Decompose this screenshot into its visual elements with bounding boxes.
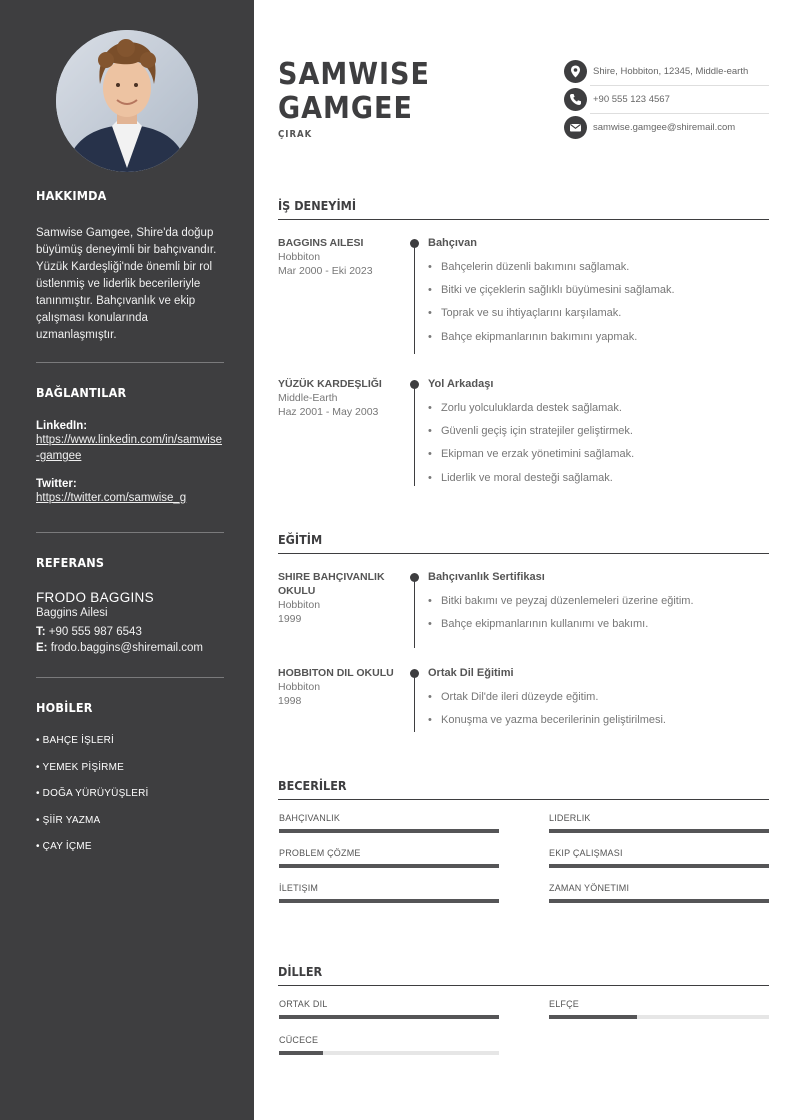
bullet-item: • Konuşma ve yazma becerilerinin geliştirilmesi. — [428, 714, 768, 737]
skill-label: LIDERLIK — [549, 813, 591, 823]
about-text: Samwise Gamgee, Shire'da doğup büyümüş deneyimli bir bahçıvandır. Yüzük Kardeşliği'nde önemli bir rol üstlenmiş ve liderlik becerileriyle tanınmıştır. Bahçıvanlık ve ekip çalışması konularında uzmanlaşmıştır. — [36, 227, 217, 341]
contact-phone — [564, 88, 769, 110]
reference-org: Baggins Ailesi — [36, 607, 108, 619]
skill-track — [279, 864, 499, 868]
timeline-line — [414, 244, 415, 354]
bullet-item: • Liderlik ve moral desteği sağlamak. — [428, 472, 768, 495]
contact-address — [564, 60, 769, 82]
linkedin-link[interactable]: https://www.linkedin.com/in/samwise-gamgee — [36, 434, 222, 462]
skill-label: İLETIŞIM — [279, 883, 319, 893]
contact-email — [564, 116, 769, 138]
experience-location: Hobbiton — [278, 251, 321, 263]
skill-bar — [279, 848, 499, 861]
bullet-item: • Bahçelerin düzenli bakımını sağlamak. — [428, 261, 768, 284]
twitter-label: Twitter: — [36, 478, 77, 490]
skill-label: ZAMAN YÖNETIMI — [549, 883, 630, 893]
linkedin-label: LinkedIn: — [36, 420, 88, 432]
skills-heading: BECERİLER — [278, 778, 347, 793]
reference-phone-label: T: — [36, 626, 46, 638]
experience-bullets — [428, 402, 768, 495]
avatar — [56, 30, 198, 172]
sidebar-divider — [36, 362, 224, 363]
language-track — [279, 1015, 499, 1019]
hobbies-heading: HOBİLER — [36, 700, 93, 715]
education-year: 1999 — [278, 613, 302, 625]
hobbies-section — [36, 700, 224, 868]
reference-phone — [36, 624, 224, 640]
hobby-item: • BAHÇE İŞLERİ — [36, 735, 114, 746]
education-bullets — [428, 691, 768, 737]
education-school: SHIRE BAHÇIVANLIK OKULU — [278, 571, 385, 597]
experience-dates: Haz 2001 - May 2003 — [278, 406, 379, 418]
name-last: GAMGEE — [278, 91, 413, 126]
about-heading: HAKKIMDA — [36, 188, 107, 203]
education-title: Bahçıvanlık Sertifikası — [428, 571, 545, 583]
bullet-item: • Bitki bakımı ve peyzaj düzenlemeleri üzerine eğitim. — [428, 595, 768, 618]
skill-track — [549, 829, 769, 833]
email-text: samwise.gamgee@shiremail.com — [593, 122, 736, 133]
skill-fill — [549, 864, 769, 868]
skill-label: EKIP ÇALIŞMASI — [549, 848, 623, 858]
bullet-item: • Güvenli geçiş için stratejiler geliştirmek. — [428, 425, 768, 448]
bullet-item: • Zorlu yolculuklarda destek sağlamak. — [428, 402, 768, 425]
twitter-link[interactable]: https://twitter.com/samwise_g — [36, 492, 187, 504]
reference-email — [36, 640, 224, 656]
about-section — [36, 188, 224, 344]
education-school: HOBBITON DIL OKULU — [278, 667, 394, 679]
skill-bar — [279, 883, 499, 896]
links-heading: BAĞLANTILAR — [36, 385, 127, 400]
bullet-item: • Toprak ve su ihtiyaçlarını karşılamak. — [428, 307, 768, 330]
job-role: ÇIRAK — [278, 129, 313, 140]
section-rule — [278, 553, 769, 554]
education-year: 1998 — [278, 695, 302, 707]
education-heading: EĞİTİM — [278, 532, 323, 547]
phone-icon — [564, 88, 587, 111]
bullet-item: • Bahçe ekipmanlarının bakımını yapmak. — [428, 331, 768, 354]
profile-photo — [56, 30, 198, 172]
experience-location: Middle-Earth — [278, 392, 338, 404]
languages-heading: DİLLER — [278, 964, 323, 979]
language-fill — [279, 1015, 499, 1019]
language-bar — [279, 1035, 499, 1048]
full-name — [278, 58, 478, 126]
language-label: CÜCECE — [279, 1035, 319, 1045]
experience-dates: Mar 2000 - Eki 2023 — [278, 265, 373, 277]
skill-bar — [549, 883, 769, 896]
experience-heading: İŞ DENEYİMİ — [278, 198, 357, 213]
reference-email-value: frodo.baggins@shiremail.com — [50, 642, 203, 654]
name-first: SAMWISE — [278, 57, 430, 92]
experience-bullets — [428, 261, 768, 354]
experience-org: YÜZÜK KARDEŞLIĞI — [278, 378, 382, 390]
language-track — [279, 1051, 499, 1055]
skill-bar — [549, 813, 769, 826]
skill-label: BAHÇIVANLIK — [279, 813, 341, 823]
skill-track — [279, 899, 499, 903]
sidebar-divider — [36, 532, 224, 533]
skill-track — [549, 864, 769, 868]
language-track — [549, 1015, 769, 1019]
skill-track — [279, 829, 499, 833]
section-rule — [278, 985, 769, 986]
references-section — [36, 555, 224, 656]
sidebar — [0, 0, 254, 1120]
hobby-item: • ÇAY İÇME — [36, 841, 92, 852]
education-title: Ortak Dil Eğitimi — [428, 667, 514, 679]
skill-fill — [279, 864, 499, 868]
experience-title: Yol Arkadaşı — [428, 378, 494, 390]
references-heading: REFERANS — [36, 555, 105, 570]
skill-label: PROBLEM ÇÖZME — [279, 848, 361, 858]
skill-bar — [549, 848, 769, 861]
envelope-icon — [564, 116, 587, 139]
education-bullets — [428, 595, 768, 641]
bullet-item: • Ortak Dil'de ileri düzeyde eğitim. — [428, 691, 768, 714]
bullet-item: • Bitki ve çiçeklerin sağlıklı büyümesini sağlamak. — [428, 284, 768, 307]
contact-divider — [590, 85, 769, 86]
bullet-item: • Bahçe ekipmanlarının kullanımı ve bakımı. — [428, 618, 768, 641]
timeline-line — [414, 385, 415, 486]
skill-fill — [279, 829, 499, 833]
skill-fill — [279, 899, 499, 903]
reference-phone-value: +90 555 987 6543 — [48, 626, 142, 638]
hobby-item: • ŞİİR YAZMA — [36, 814, 101, 826]
skill-fill — [549, 829, 769, 833]
location-pin-icon — [564, 60, 587, 83]
language-label: ELFÇE — [549, 999, 580, 1009]
bullet-item: • Ekipman ve erzak yönetimini sağlamak. — [428, 448, 768, 471]
hobby-item: • YEMEK PİŞİRME — [36, 761, 125, 773]
skill-fill — [549, 899, 769, 903]
timeline-line — [414, 578, 415, 648]
phone-text: +90 555 123 4567 — [593, 94, 670, 105]
experience-org: BAGGINS AILESI — [278, 237, 364, 249]
address-text: Shire, Hobbiton, 12345, Middle-earth — [593, 66, 749, 77]
contact-divider — [590, 113, 769, 114]
sidebar-divider — [36, 677, 224, 678]
language-bar — [549, 999, 769, 1012]
links-section — [36, 385, 224, 506]
experience-title: Bahçıvan — [428, 237, 477, 249]
reference-name: FRODO BAGGINS — [36, 590, 154, 605]
language-fill — [549, 1015, 637, 1019]
language-label: ORTAK DIL — [279, 999, 328, 1009]
education-location: Hobbiton — [278, 599, 321, 611]
timeline-line — [414, 674, 415, 732]
reference-email-label: E: — [36, 642, 48, 654]
language-bar — [279, 999, 499, 1012]
language-fill — [279, 1051, 323, 1055]
section-rule — [278, 219, 769, 220]
hobby-item: • DOĞA YÜRÜYÜŞLERİ — [36, 788, 149, 799]
skill-track — [549, 899, 769, 903]
skill-bar — [279, 813, 499, 826]
section-rule — [278, 799, 769, 800]
education-location: Hobbiton — [278, 681, 321, 693]
